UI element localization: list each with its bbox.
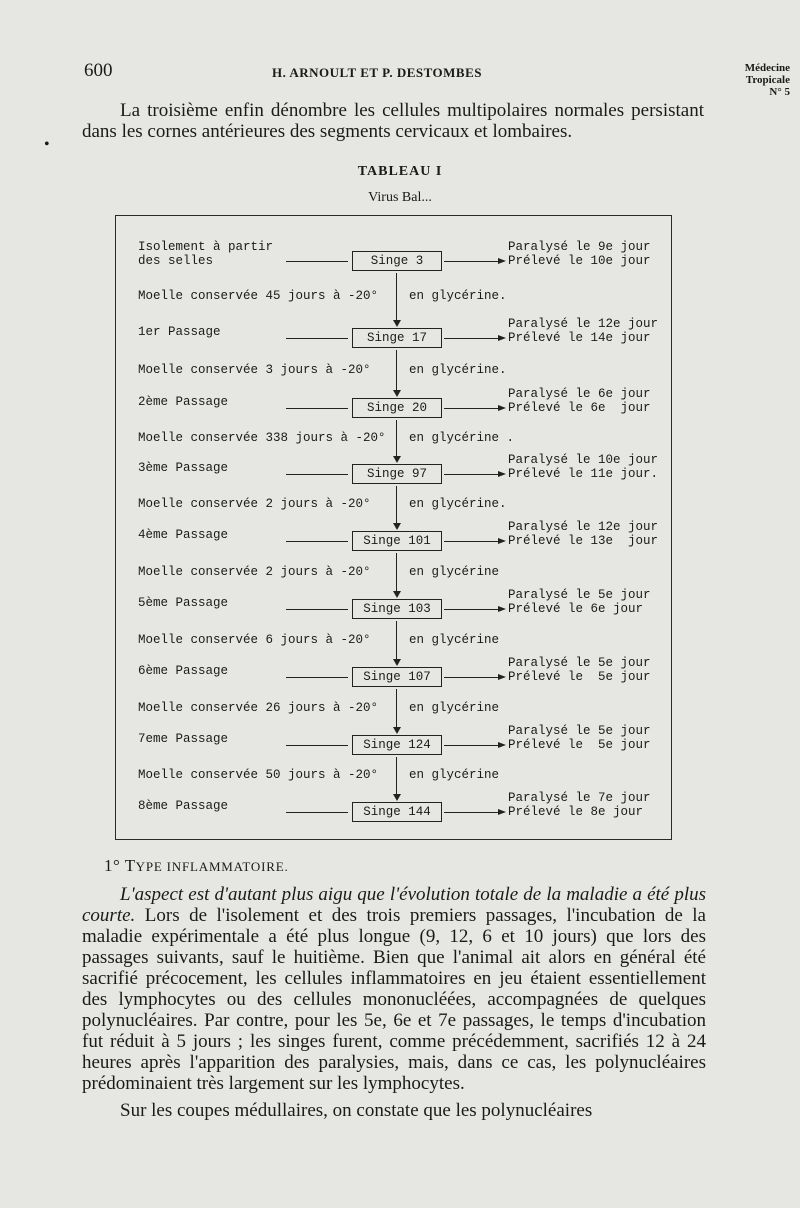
body-paragraph-1 (82, 884, 706, 1094)
connector-line (286, 812, 348, 813)
result-text: Paralysé le 7e jour (508, 791, 651, 805)
singe-box: Singe 124 (352, 735, 442, 755)
flow-arrow-line (396, 553, 397, 592)
journal-tag (745, 62, 790, 98)
transfer-note: Moelle conservée 2 jours à -20° (138, 497, 371, 511)
result-text: Paralysé le 12e jour (508, 317, 659, 331)
section-title-rest: YPE INFLAMMATOIRE. (135, 859, 289, 874)
step-label: 2ème Passage (138, 395, 229, 409)
arrow-head-icon (498, 471, 506, 477)
result-text: Paralysé le 5e jour (508, 588, 651, 602)
intro-text: La troisième enfin dénombre les cellules multipolaires normales persistant dans les cornes antérieures des segments cervicaux et lombaires. (82, 100, 704, 142)
connector-line (286, 541, 348, 542)
arrow-head-icon (393, 320, 401, 327)
singe-box: Singe 97 (352, 464, 442, 484)
section-title-initial: T (124, 856, 136, 875)
flow-arrow-line (396, 757, 397, 795)
result-arrow-line (444, 408, 500, 409)
result-arrow-line (444, 745, 500, 746)
arrow-head-icon (498, 258, 506, 264)
singe-box: Singe 101 (352, 531, 442, 551)
table-title: TABLEAU I (357, 164, 443, 179)
result-text: Prélevé le 5e jour (508, 670, 651, 684)
step-label: 1er Passage (138, 325, 221, 339)
result-arrow-line (444, 474, 500, 475)
result-text: Paralysé le 10e jour (508, 453, 659, 467)
section-heading (104, 856, 289, 876)
journal-subtitle: Tropicale (745, 74, 790, 86)
flow-arrow-line (396, 350, 397, 391)
body-lead-italic: L'aspect est d'autant plus aigu que l'évolution totale de la maladie a été plus courte. (82, 884, 706, 926)
result-text: Paralysé le 12e jour (508, 520, 659, 534)
connector-line (286, 408, 348, 409)
result-text: Prélevé le 10e jour (508, 254, 651, 268)
singe-box: Singe 144 (352, 802, 442, 822)
arrow-head-icon (393, 390, 401, 397)
result-arrow-line (444, 677, 500, 678)
step-label: Isolement à partir (138, 240, 274, 254)
flow-arrow-line (396, 486, 397, 524)
step-label: 8ème Passage (138, 799, 229, 813)
arrow-head-icon (498, 405, 506, 411)
journal-name: Médecine (744, 62, 790, 74)
singe-box: Singe 20 (352, 398, 442, 418)
result-arrow-line (444, 541, 500, 542)
transfer-medium: en glycérine (409, 565, 500, 579)
margin-bullet: • (44, 136, 50, 153)
result-arrow-line (444, 609, 500, 610)
result-text: Paralysé le 5e jour (508, 724, 651, 738)
connector-line (286, 745, 348, 746)
transfer-medium: en glycérine (409, 701, 500, 715)
singe-box: Singe 103 (352, 599, 442, 619)
result-text: Paralysé le 6e jour (508, 387, 651, 401)
result-text: Paralysé le 5e jour (508, 656, 651, 670)
intro-paragraph (82, 100, 704, 142)
flow-arrow-line (396, 689, 397, 728)
arrow-head-icon (498, 809, 506, 815)
flow-arrow-line (396, 273, 397, 321)
result-text: Prélevé le 6e jour (508, 602, 644, 616)
page-number: 600 (84, 60, 113, 81)
result-arrow-line (444, 812, 500, 813)
step-label: des selles (138, 254, 214, 268)
journal-issue: N° 5 (769, 86, 790, 98)
step-label: 3ème Passage (138, 461, 229, 475)
transfer-medium: en glycérine (409, 768, 500, 782)
result-arrow-line (444, 261, 500, 262)
flow-arrow-line (396, 621, 397, 660)
step-label: 5ème Passage (138, 596, 229, 610)
transfer-note: Moelle conservée 50 jours à -20° (138, 768, 379, 782)
transfer-medium: en glycérine. (409, 497, 507, 511)
connector-line (286, 261, 348, 262)
result-text: Prélevé le 6e jour (508, 401, 651, 415)
step-label: 7eme Passage (138, 732, 229, 746)
flow-table (115, 215, 672, 840)
singe-box: Singe 107 (352, 667, 442, 687)
transfer-note: Moelle conservée 6 jours à -20° (138, 633, 371, 647)
arrow-head-icon (393, 456, 401, 463)
arrow-head-icon (498, 335, 506, 341)
arrow-head-icon (393, 523, 401, 530)
transfer-note: Moelle conservée 45 jours à -20° (138, 289, 379, 303)
arrow-head-icon (393, 591, 401, 598)
transfer-medium: en glycérine. (409, 363, 507, 377)
connector-line (286, 338, 348, 339)
arrow-head-icon (393, 659, 401, 666)
transfer-note: Moelle conservée 338 jours à -20° (138, 431, 386, 445)
arrow-head-icon (393, 794, 401, 801)
body-paragraph-2: Sur les coupes médullaires, on constate que les polynucléaires (120, 1100, 593, 1121)
transfer-medium: en glycérine (409, 633, 500, 647)
body-text (82, 884, 706, 1127)
arrow-head-icon (393, 727, 401, 734)
transfer-note: Moelle conservée 26 jours à -20° (138, 701, 379, 715)
transfer-medium: en glycérine . (409, 431, 515, 445)
result-text: Prélevé le 13e jour (508, 534, 659, 548)
table-subtitle: Virus Bal... (368, 190, 432, 205)
transfer-note: Moelle conservée 3 jours à -20° (138, 363, 371, 377)
step-label: 6ème Passage (138, 664, 229, 678)
section-number: 1° (104, 856, 121, 875)
result-text: Prélevé le 5e jour (508, 738, 651, 752)
connector-line (286, 609, 348, 610)
arrow-head-icon (498, 606, 506, 612)
singe-box: Singe 3 (352, 251, 442, 271)
result-text: Prélevé le 8e jour (508, 805, 644, 819)
body-paragraph-1-text: Lors de l'isolement et des trois premiers passages, l'incubation de la maladie expérimentale a été plus longue (9, 12, 6 et 10 jours) que lors des passages suivants, sauf le huitième. Bien que l'animal ait alors en général été sacrifié précocement, les cellules inflammatoires en jeu étaient essentiellement des lymphocytes ou des cellules mononucléées, accompagnées de quelques polynucléaires. Par contre, pour les 5e, 6e et 7e passages, le temps d'incubation fut réduit à 5 jours ; les singes furent, comme précédemment, sacrifiés 12 à 24 heures après l'apparition des paralysies, mais, dans ce cas, les polynucléaires prédominaient très largement sur les lymphocytes. (82, 905, 706, 1094)
flow-arrow-line (396, 420, 397, 457)
result-text: Prélevé le 14e jour (508, 331, 651, 345)
arrow-head-icon (498, 742, 506, 748)
running-head: H. ARNOULT ET P. DESTOMBES (272, 65, 483, 80)
transfer-note: Moelle conservée 2 jours à -20° (138, 565, 371, 579)
arrow-head-icon (498, 674, 506, 680)
result-arrow-line (444, 338, 500, 339)
arrow-head-icon (498, 538, 506, 544)
connector-line (286, 474, 348, 475)
result-text: Prélevé le 11e jour. (508, 467, 659, 481)
singe-box: Singe 17 (352, 328, 442, 348)
result-text: Paralysé le 9e jour (508, 240, 651, 254)
step-label: 4ème Passage (138, 528, 229, 542)
transfer-medium: en glycérine. (409, 289, 507, 303)
connector-line (286, 677, 348, 678)
